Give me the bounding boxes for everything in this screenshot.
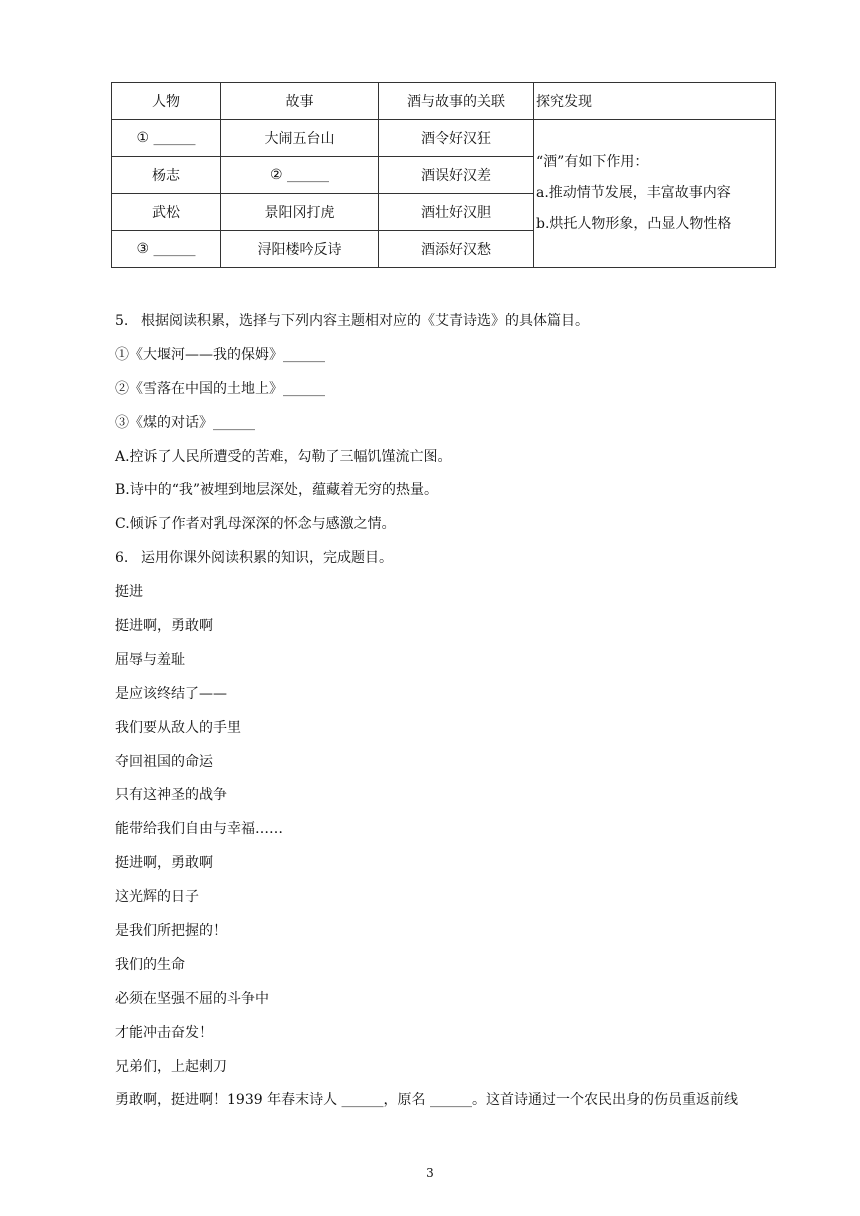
question-5-option: B.诗中的“我”被埋到地层深处，蕴藏着无穷的热量。 [115,482,439,499]
question-number: 6. [115,550,129,567]
question-5-item: ③《煤的对话》______ [115,414,255,431]
poem-line: 挺进 [115,584,143,601]
discovery-cell [534,120,776,268]
table-cell: 酒令好汉狂 [379,120,534,157]
poem-line: 挺进啊，勇敢啊 [115,618,213,635]
table-header-row [112,83,776,120]
literature-table [111,82,776,268]
poem-line: 才能冲击奋发！ [115,1024,213,1041]
question-5-item: ②《雪落在中国的土地上》______ [115,380,325,397]
table-cell: 酒误好汉差 [379,157,534,194]
question-number: 5. [115,313,129,329]
table-cell: ③ ______ [112,231,221,268]
table-cell: ① ______ [112,120,221,157]
table-cell: 杨志 [112,157,221,194]
question-5-item: ①《大堰河——我的保姆》______ [115,346,325,363]
poem-line: 这光辉的日子 [115,889,199,906]
discovery-line: a.推动情节发展，丰富故事内容 [536,185,731,201]
poem-line: 是应该终结了—— [115,685,227,702]
header-cell: 酒与故事的关联 [379,83,534,120]
discovery-line: “酒”有如下作用： [536,154,649,170]
poem-line: 只有这神圣的战争 [115,787,227,804]
table-cell: 大闹五台山 [221,120,379,157]
table-cell: 武松 [112,194,221,231]
poem-line: 挺进啊，勇敢啊 [115,855,213,872]
question-5-option: C.倾诉了作者对乳母深深的怀念与感激之情。 [115,516,396,533]
table-cell: ② ______ [221,157,379,194]
table-cell: 浔阳楼吟反诗 [221,231,379,268]
question-5-option: A.控诉了人民所遭受的苦难，勾勒了三幅饥馑流亡图。 [115,448,452,465]
question-text: 根据阅读积累，选择与下列内容主题相对应的《艾青诗选》的具体篇目。 [141,313,589,329]
header-cell: 探究发现 [534,83,776,120]
question-5-prompt [115,310,815,344]
page-number: 3 [426,1166,434,1180]
table-cell: 酒添好汉愁 [379,231,534,268]
poem-line: 我们的生命 [115,956,185,973]
table-cell: 酒壮好汉胆 [379,194,534,231]
poem-line: 兄弟们，上起刺刀 [115,1058,227,1075]
poem-line: 我们要从敌人的手里 [115,719,241,736]
poem-line: 夺回祖国的命运 [115,753,213,770]
poem-line: 屈辱与羞耻 [115,651,185,668]
discovery-line: b.烘托人物形象，凸显人物性格 [536,216,732,232]
question-body [115,310,815,1123]
table-row [112,120,776,157]
header-cell: 故事 [221,83,379,120]
question-6-prompt [115,547,815,581]
poem-line: 能带给我们自由与幸福…… [115,821,283,838]
table-cell: 景阳冈打虎 [221,194,379,231]
question-6-final-line: 勇敢啊，挺进啊！1939 年春末诗人 ______，原名 ______。这首诗通过一个农民出身的伤员重返前线 [115,1092,738,1109]
header-cell: 人物 [112,83,221,120]
question-text: 运用你课外阅读积累的知识，完成题目。 [141,550,393,567]
poem-line: 必须在坚强不屈的斗争中 [115,990,269,1007]
poem-line: 是我们所把握的！ [115,923,227,940]
